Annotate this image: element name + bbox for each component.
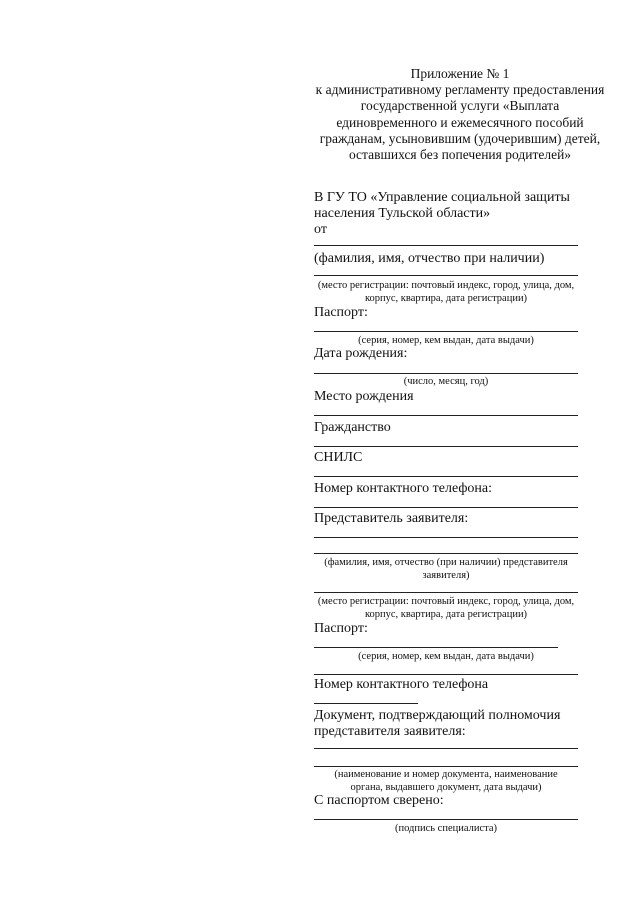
attachment-header xyxy=(300,66,620,163)
representative-fio-hint: заявителя) xyxy=(422,570,470,581)
representative-field[interactable] xyxy=(314,537,578,538)
representative-registration-field[interactable] xyxy=(314,592,578,593)
phone-label: Номер контактного телефона: xyxy=(314,481,492,496)
representative-fio-hint: (фамилия, имя, отчество (при наличии) представителя xyxy=(324,557,568,568)
attachment-line: единовременного и ежемесячного пособий xyxy=(336,114,584,130)
registration-hint: корпус, квартира, дата регистрации) xyxy=(364,293,528,304)
from-label: от xyxy=(314,222,327,237)
registration-hint: корпус, квартира, дата регистрации) xyxy=(364,609,528,620)
attachment-line: гражданам, усыновившим (удочерившим) детей, xyxy=(319,130,601,146)
signature-field[interactable] xyxy=(314,819,578,820)
signature-hint: (подпись специалиста) xyxy=(394,823,498,834)
dob-label: Дата рождения: xyxy=(314,346,408,361)
passport-label: Паспорт: xyxy=(314,305,368,320)
applicant-dob-field[interactable] xyxy=(314,373,578,374)
attachment-line: к административному регламенту предоставления xyxy=(315,82,605,98)
snils-label: СНИЛС xyxy=(314,450,363,465)
representative-passport-field[interactable] xyxy=(314,647,558,648)
dob-hint: (число, месяц, год) xyxy=(403,376,489,387)
attachment-line: оставшихся без попечения родителей» xyxy=(348,147,572,163)
addressee-line: населения Тульской области» xyxy=(314,206,491,221)
citizenship-label: Гражданство xyxy=(314,420,391,435)
representative-label: Представитель заявителя: xyxy=(314,511,469,526)
passport-hint: (серия, номер, кем выдан, дата выдачи) xyxy=(358,651,534,662)
representative-fio-field[interactable] xyxy=(314,553,578,554)
applicant-passport-field[interactable] xyxy=(314,331,578,332)
applicant-citizenship-field[interactable] xyxy=(314,446,578,447)
applicant-birthplace-field[interactable] xyxy=(314,415,578,416)
applicant-phone-field[interactable] xyxy=(314,507,578,508)
document-field[interactable] xyxy=(314,766,578,767)
applicant-fio-field[interactable] xyxy=(314,245,578,246)
applicant-fio-hint: (фамилия, имя, отчество при наличии) xyxy=(314,251,545,266)
passport-hint: (серия, номер, кем выдан, дата выдачи) xyxy=(358,335,534,346)
representative-phone-label: Номер контактного телефона xyxy=(314,677,489,692)
applicant-snils-field[interactable] xyxy=(314,476,578,477)
document-hint: органа, выдавшего документ, дата выдачи) xyxy=(350,782,542,793)
attachment-title: Приложение № 1 xyxy=(410,66,510,81)
document-label: представителя заявителя: xyxy=(314,724,466,739)
passport-label: Паспорт: xyxy=(314,621,368,636)
applicant-registration-field[interactable] xyxy=(314,275,578,276)
attachment-line: государственной услуги «Выплата xyxy=(360,98,560,114)
registration-hint: (место регистрации: почтовый индекс, город, улица, дом, xyxy=(317,280,575,291)
separator-line xyxy=(314,674,578,675)
document-field[interactable] xyxy=(314,748,578,749)
registration-hint: (место регистрации: почтовый индекс, город, улица, дом, xyxy=(317,596,575,607)
verification-label: С паспортом сверено: xyxy=(314,793,444,808)
document-label: Документ, подтверждающий полномочия xyxy=(314,708,561,723)
document-hint: (наименование и номер документа, наименование xyxy=(334,769,558,780)
addressee-line: В ГУ ТО «Управление социальной защиты xyxy=(314,190,570,205)
representative-phone-field[interactable] xyxy=(314,703,418,704)
birthplace-label: Место рождения xyxy=(314,389,414,404)
